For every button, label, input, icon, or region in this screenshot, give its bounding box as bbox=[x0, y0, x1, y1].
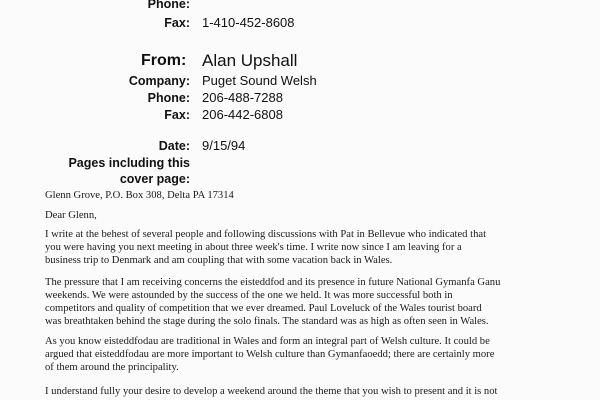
paragraph-1-line: business trip to Denmark and am coupling that with some vacation back in Wales. bbox=[45, 255, 393, 266]
paragraph-3 bbox=[45, 335, 593, 374]
company-label: Company: bbox=[128, 74, 190, 88]
paragraph-1 bbox=[45, 228, 593, 267]
paragraph-2-line: was breathtaken behind the stage during the solo finals. The standard was as high as often seen in Wales. bbox=[45, 316, 489, 327]
paragraph-1-line: I write at the behest of several people and following discussions with Pat in Bellevue who indicated that bbox=[45, 229, 487, 240]
recipient-fax-label: Fax: bbox=[164, 16, 190, 30]
sender-phone-value: 206-488-7288 bbox=[202, 90, 283, 105]
sender-fax-label: Fax: bbox=[164, 108, 190, 122]
company-value: Puget Sound Welsh bbox=[202, 73, 317, 88]
from-value: Alan Upshall bbox=[202, 51, 298, 70]
paragraph-4-line: I understand fully your desire to develop a weekend around the theme that you wish to present and it is not bbox=[45, 386, 498, 397]
paragraph-2 bbox=[45, 276, 593, 328]
date-value: 9/15/94 bbox=[202, 138, 246, 153]
paragraph-2-line: weekends. We were astounded by the success of the one we held. It was more successful both in bbox=[45, 290, 453, 301]
pages-label-line1: Pages including this bbox=[68, 156, 190, 170]
from-label: From: bbox=[141, 52, 187, 69]
recipient-fax-value: 1-410-452-8608 bbox=[202, 15, 295, 30]
sender-fax-value: 206-442-6808 bbox=[202, 107, 283, 122]
paragraph-3-line: As you know eisteddfodau are traditional in Wales and form an integral part of Welsh culture. It could be bbox=[45, 336, 490, 347]
pages-label-line2: cover page: bbox=[119, 172, 190, 186]
paragraph-4 bbox=[45, 385, 593, 398]
paragraph-2-line: competitors and quality of competition that we ever dreamed. Paul Loveluck of the Wales tourist board bbox=[45, 303, 482, 314]
recipient-address: Glenn Grove, P.O. Box 308, Delta PA 17314 bbox=[45, 190, 234, 201]
paragraph-3-line: of them around the principality. bbox=[45, 362, 179, 373]
paragraph-1-line: you were having you next meeting in about three week's time. I write now since I am leaving for a bbox=[45, 242, 462, 253]
recipient-phone-label: Phone: bbox=[147, 0, 190, 11]
paragraph-2-line: The pressure that I am receiving concerns the eisteddfod and its presence in future National Gymanfa Ganu bbox=[45, 277, 501, 288]
salutation: Dear Glenn, bbox=[45, 210, 97, 221]
paragraph-3-line: argued that eisteddfodau are more important to Welsh culture than Gymanfaoedd; there are certainly more bbox=[45, 349, 495, 360]
date-label: Date: bbox=[158, 139, 190, 153]
sender-phone-label: Phone: bbox=[147, 91, 190, 105]
